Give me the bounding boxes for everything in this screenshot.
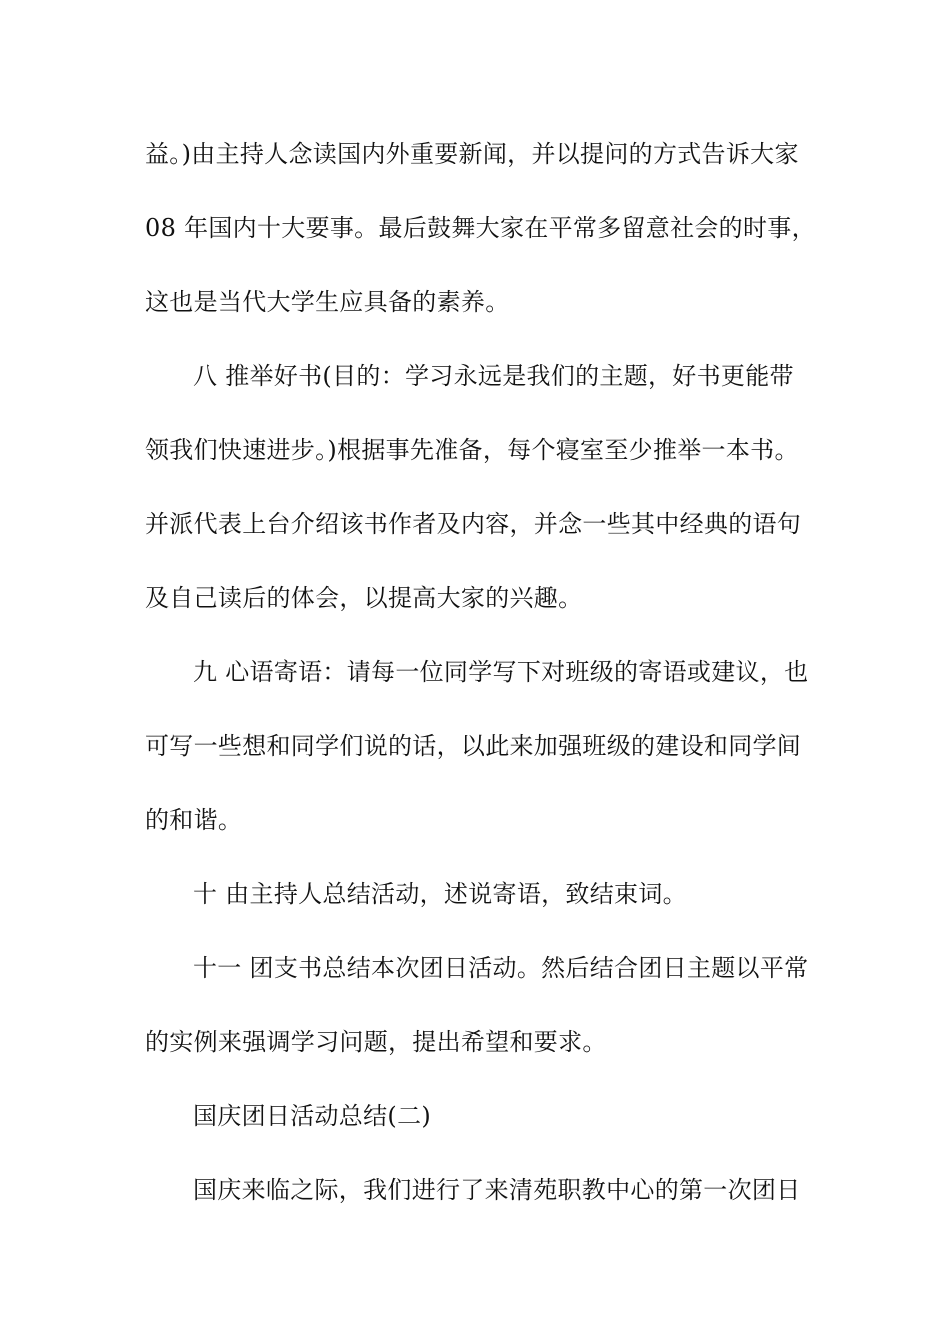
- text-line: 可写一些想和同学们说的话，以此来加强班级的建设和同学间: [145, 732, 802, 760]
- text-line: 十一 团支书总结本次团日活动。然后结合团日主题以平常: [193, 954, 809, 982]
- text-line: 及自己读后的体会，以提高大家的兴趣。: [145, 584, 583, 612]
- text-line: 领我们快速进步。)根据事先准备，每个寝室至少推举一本书。: [145, 436, 799, 464]
- text-line: 的和谐。: [145, 806, 243, 834]
- text-line: 这也是当代大学生应具备的素养。: [145, 288, 510, 316]
- section-heading: 国庆团日活动总结(二): [193, 1102, 432, 1130]
- text-line: 并派代表上台介绍该书作者及内容，并念一些其中经典的语句: [145, 510, 802, 538]
- text-line: 08 年国内十大要事。最后鼓舞大家在平常多留意社会的时事，: [145, 214, 816, 242]
- text-line: 国庆来临之际，我们进行了来清苑职教中心的第一次团日: [193, 1176, 801, 1204]
- text-line: 的实例来强调学习问题，提出希望和要求。: [145, 1028, 607, 1056]
- text-line: 十 由主持人总结活动，述说寄语，致结束词。: [193, 880, 687, 908]
- text-line: 九 心语寄语：请每一位同学写下对班级的寄语或建议，也: [193, 658, 809, 686]
- text-line: 益。)由主持人念读国内外重要新闻，并以提问的方式告诉大家: [145, 140, 799, 168]
- text-line: 八 推举好书(目的：学习永远是我们的主题，好书更能带: [193, 362, 794, 390]
